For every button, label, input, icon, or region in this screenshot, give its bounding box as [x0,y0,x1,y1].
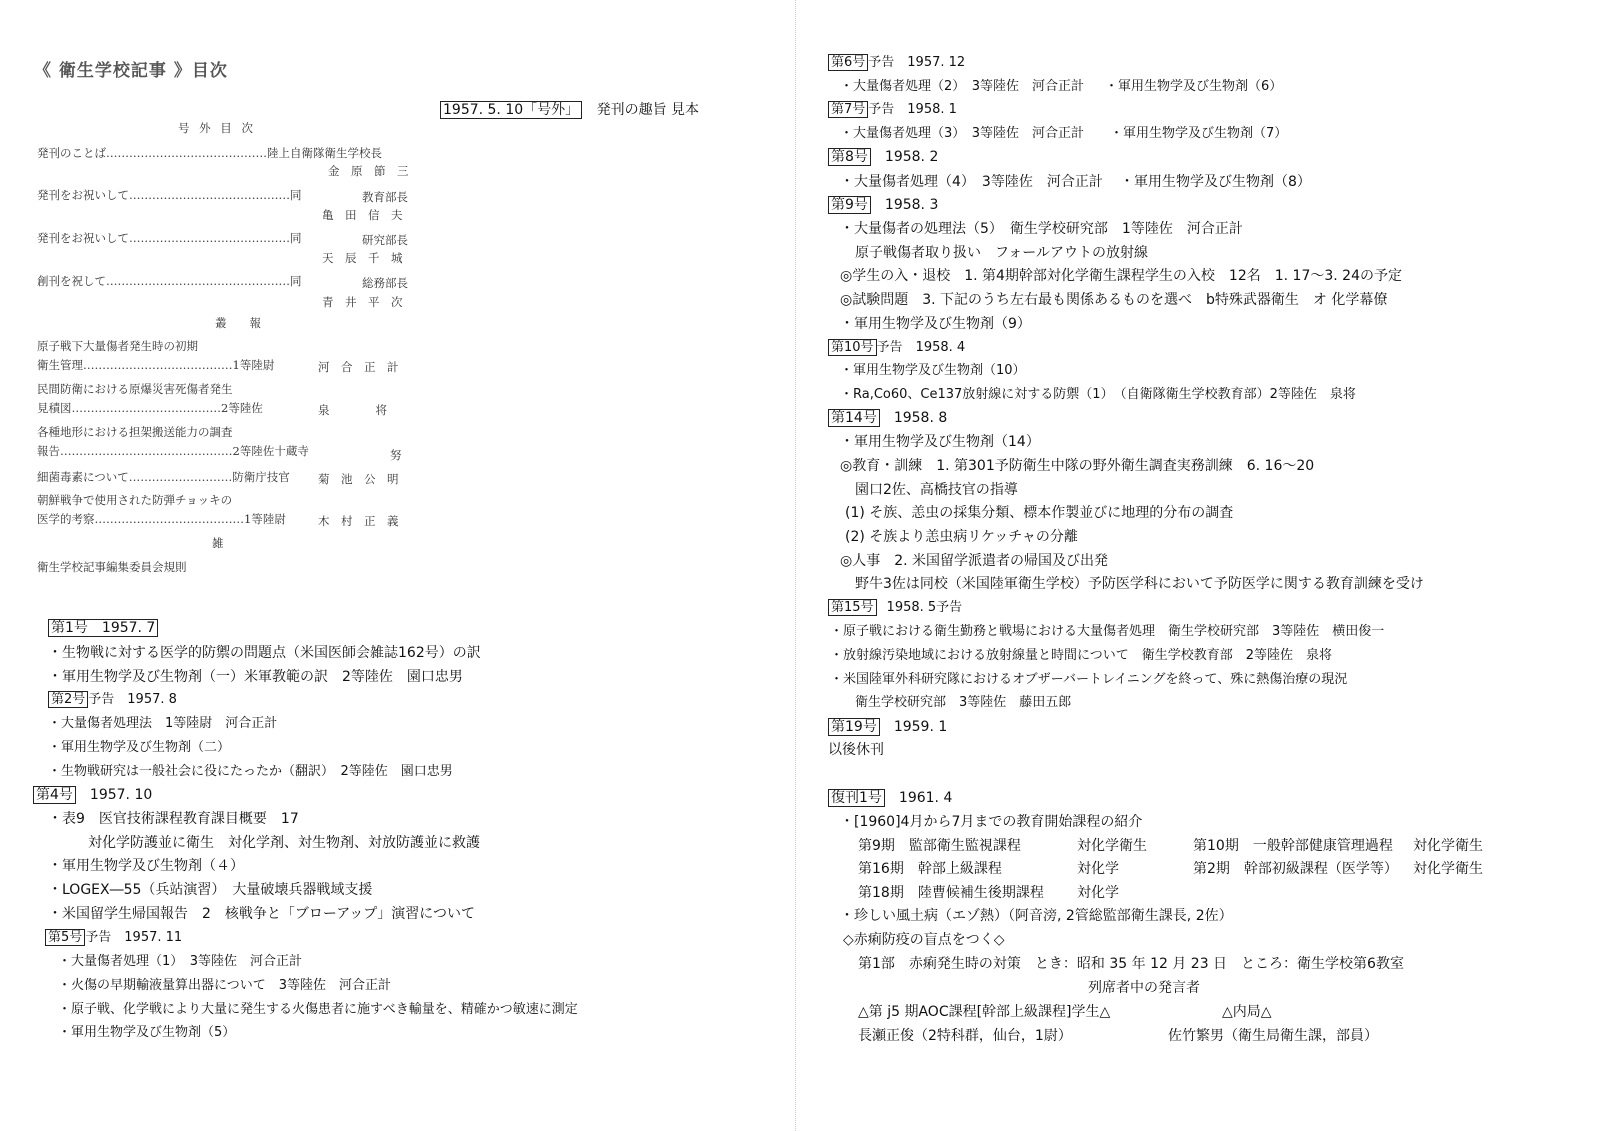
gogai-row-1-name: 金 原 節 三 [328,164,409,178]
issue-8-item-2: ・軍用生物学及び生物剤（8） [1120,174,1311,190]
fukkan-heading [828,791,952,805]
gogai-row-2-name: 亀 田 信 夫 [322,208,403,222]
issue-4-item-5: ・米国留学生帰国報告 2 核戦争と「ブローアップ」演習について [48,906,475,922]
issue-14-heading [828,411,947,425]
issue-5-item-2: ・火傷の早期輸液量算出器について 3等陸佐 河合正計 [58,978,392,993]
fukkan-item-7b: 佐竹繁男（衛生局衛生課，部員） [1168,1028,1378,1044]
gogai-row-4-role: 総務部長 [362,276,408,290]
issue-5-heading [45,931,182,944]
gogai-row-1: 発刊のことば……………………………………陸上自衛隊衛生学校長 [37,146,382,160]
issue-10-heading [828,341,965,354]
issue-4-heading [33,788,152,802]
issue-10-rest: 予告 1958. 4 [876,340,966,355]
hobun-5-l2: 医学的考察…………………………………1等陸尉 [37,512,286,526]
course-r2-c2: 対化学 [1077,861,1119,877]
fukkan-item-7a: 長瀬正俊（2特科群，仙台，1尉） [858,1028,1072,1044]
hobun-1-name: 河 合 正 計 [318,360,399,374]
issue-14-item-2: ◎教育・訓練 1. 第301予防衛生中隊の野外衛生調査実務訓練 6. 16～20 [840,458,1315,474]
issue-1-item-1: ・生物戦に対する医学的防禦の問題点（米国医師会雑誌162号）の訳 [48,645,481,661]
issue-5-item-4: ・軍用生物学及び生物剤（5） [58,1025,236,1040]
issue-7-item-1: ・大量傷者処理（3） 3等陸佐 河合正計 [840,126,1085,141]
issue-19-box: 第19号 [828,718,880,736]
issue-5-box: 第5号 [45,929,85,946]
issue-9-item-4: ◎試験問題 3. 下記のうち左右最も関係あるものを選べ b特殊武器衛生 オ 化学幕僚 [840,292,1388,308]
hobun-5-name: 木 村 正 義 [318,514,399,528]
issue-15-item-3: ・米国陸軍外科研究隊におけるオブザーバートレイニングを終って、殊に熱傷治療の現況 [830,672,1348,687]
issue-14-box: 第14号 [828,409,880,427]
issue-4-item-3: ・軍用生物学及び生物剤（４） [48,858,244,874]
issue-4-rest: 1957. 10 [89,787,153,803]
hobun-3-l1: 各種地形における担架搬送能力の調査 [37,425,233,439]
issue-14-item-6: ◎人事 2. 米国留学派遣者の帰国及び出発 [840,553,1109,569]
gogai-toc-heading: 号 外 目 次 [178,121,256,135]
issue-10-item-1: ・軍用生物学及び生物剤（10） [840,363,1026,378]
issue-15-item-1: ・原子戦における衛生勤務と戦場における大量傷者処理 衛生学校研究部 3等陸佐 横田俊一 [830,624,1385,639]
issue-6-box: 第6号 [828,54,868,71]
fukkan-item-6a: △第 j5 期AOC課程[幹部上級課程]学生△ [858,1004,1111,1020]
gogai-row-2-role: 教育部長 [362,190,408,204]
issue-2-item-3: ・生物戦研究は一般社会に役にたったか（翻訳） 2等陸佐 園口忠男 [48,764,453,779]
issue-9-item-2: 原子戦傷者取り扱い フォールアウトの放射線 [855,245,1149,261]
issue-14-item-7: 野牛3佐は同校（米国陸軍衛生学校）予防医学科において予防医学に関する教育訓練を受け [855,576,1424,592]
fukkan-item-3: ◇赤痢防疫の盲点をつく◇ [843,932,1005,948]
issue-1-box: 第1号 1957. 7 [48,619,158,637]
issue-6-rest: 予告 1957. 12 [868,55,966,70]
issue-15-item-2: ・放射線汚染地域における放射線量と時間について 衛生学校教育部 2等陸佐 泉将 [830,648,1333,663]
issue-1-item-2: ・軍用生物学及び生物剤（一）米軍教範の訳 2等陸佐 園口忠男 [48,669,463,685]
hobun-3-name: 努 [390,448,402,462]
issue-10-box: 第10号 [828,339,877,356]
gogai-row-3-role: 研究部長 [362,233,408,247]
issue-2-rest: 予告 1957. 8 [88,692,177,707]
zatsu-item: 衛生学校記事編集委員会規則 [37,560,187,574]
course-r1-c1: 第9期 監部衛生監視課程 [858,838,1021,854]
issue-6-item-1: ・大量傷者処理（2） 3等陸佐 河合正計 [840,79,1085,94]
section-hobun: 叢 報 [215,316,261,330]
course-r1-c2: 対化学衛生 [1077,838,1147,854]
issue-7-item-2: ・軍用生物学及び生物剤（7） [1110,126,1288,141]
issue-15-heading [828,601,962,614]
course-r1-c3: 第10期 一般幹部健康管理過程 [1193,838,1393,854]
gogai-date [440,103,699,117]
issue-15-rest: 1958. 5予告 [886,600,963,615]
issue-15-item-4: 衛生学校研究部 3等陸佐 藤田五郎 [855,695,1072,710]
issue-5-item-1: ・大量傷者処理（1） 3等陸佐 河合正計 [58,954,303,969]
hobun-2-l1: 民間防衛における原爆災害死傷者発生 [37,382,233,396]
hobun-3-l2: 報告………………………………………2等陸佐十蔵寺 [37,444,309,458]
issue-9-item-1: ・大量傷者の処理法（5） 衛生学校研究部 1等陸佐 河合正計 [840,221,1243,237]
fukkan-rest: 1961. 4 [898,790,953,806]
gogai-row-3: 発刊をお祝いして……………………………………同 [37,231,302,245]
issue-9-box: 第9号 [828,196,871,214]
issue-8-box: 第8号 [828,148,871,166]
issue-6-item-2: ・軍用生物学及び生物剤（6） [1105,79,1283,94]
issue-14-item-1: ・軍用生物学及び生物剤（14） [840,434,1040,450]
issue-10-item-2: ・Ra,Co60、Ce137放射線に対する防禦（1） （自衛隊衛生学校教育部）2等陸佐 泉将 [840,387,1356,402]
issue-7-box: 第7号 [828,101,868,118]
issue-4-item-4: ・LOGEX―55（兵站演習） 大量破壊兵器戦域支援 [48,882,373,898]
hobun-4-name: 菊 池 公 明 [318,472,399,486]
issue-4-item-2: 対化学防護並に衛生 対化学剤、対生物剤、対放防護並に救護 [88,835,480,851]
issue-9-item-3: ◎学生の入・退校 1. 第4期幹部対化学衛生課程学生の入校 12名 1. 17～3. 24の予定 [840,268,1402,284]
course-r3-c1: 第18期 陸曹候補生後期課程 [858,885,1044,901]
issue-9-heading [828,198,938,212]
gogai-row-4: 創刊を祝して…………………………………………同 [37,274,302,288]
fukkan-item-4: 第1部 赤痢発生時の対策 とき：昭和 35 年 12 月 23 日 ところ：衛生学校第6教室 [858,956,1404,972]
issue-14-item-5: (2) そ族より恙虫病リケッチャの分離 [845,529,1078,545]
issue-15-box: 第15号 [828,599,877,616]
course-r2-c4: 対化学衛生 [1413,861,1483,877]
issue-2-heading [48,693,177,706]
issue-14-item-3: 園口2佐、高橋技官の指導 [855,482,1018,498]
course-r2-c3: 第2期 幹部初級課程（医学等） [1193,861,1398,877]
gogai-row-4-name: 青 井 平 次 [322,295,403,309]
gogai-row-3-name: 天 辰 千 城 [322,251,403,265]
course-r3-c2: 対化学 [1077,885,1119,901]
issue-19-rest: 1959. 1 [893,719,948,735]
issue-7-heading [828,103,957,116]
fukkan-item-2: ・珍しい風土病（エゾ熱）（阿音滂, 2管総監部衛生課長, 2佐） [840,908,1233,924]
hobun-2-name: 泉 将 [318,403,387,417]
page-title: 《 衛生学校記事 》目次 [34,61,228,81]
issue-14-rest: 1958. 8 [893,410,948,426]
issue-1-heading [48,621,158,635]
issue-2-item-1: ・大量傷者処理法 1等陸尉 河合正計 [48,716,278,731]
page-divider [795,0,796,1131]
issue-8-item-1: ・大量傷者処理（4） 3等陸佐 河合正計 [840,174,1103,190]
issue-4-item-1: ・表9 医官技術課程教育課目概要 17 [48,811,299,827]
course-r1-c4: 対化学衛生 [1413,838,1483,854]
fukkan-item-5: 列席者中の発言者 [1088,980,1200,996]
hobun-5-l1: 朝鮮戦争で使用された防弾チョッキの [37,493,233,507]
hobun-1-l2: 衛生管理…………………………………1等陸尉 [37,358,275,372]
gogai-date-box: 1957. 5. 10「号外」 [440,101,582,119]
issue-6-heading [828,56,965,69]
issue-19-heading [828,720,947,734]
hobun-4-l2: 細菌毒素について………………………防衛庁技官 [37,470,290,484]
suspension-note: 以後休刊 [828,742,884,758]
issue-2-item-2: ・軍用生物学及び生物剤（二） [48,740,231,755]
issue-8-heading [828,150,938,164]
course-r2-c1: 第16期 幹部上級課程 [858,861,1002,877]
issue-4-box: 第4号 [33,786,76,804]
fukkan-intro: ・[1960]4月から7月までの教育開始課程の紹介 [840,814,1143,830]
issue-14-item-4: (1) そ族、恙虫の採集分類、標本作製並びに地理的分布の調査 [845,505,1234,521]
fukkan-item-6b: △内局△ [1222,1004,1272,1020]
section-zatsu: 雑 [212,536,224,550]
gogai-desc: 発刊の趣旨 見本 [596,102,700,118]
issue-5-item-3: ・原子戦、化学戦により大量に発生する火傷患者に施すべき輸量を、精確かつ敏速に測定 [58,1002,578,1017]
issue-7-rest: 予告 1958. 1 [868,102,957,117]
fukkan-box: 復刊1号 [828,789,885,807]
issue-5-rest: 予告 1957. 11 [85,930,183,945]
hobun-1-l1: 原子戦下大量傷者発生時の初期 [37,339,198,353]
issue-9-rest: 1958. 3 [884,197,939,213]
issue-9-item-5: ・軍用生物学及び生物剤（9） [840,316,1031,332]
issue-8-rest: 1958. 2 [884,149,939,165]
issue-2-box: 第2号 [48,691,88,708]
gogai-row-2: 発刊をお祝いして……………………………………同 [37,188,302,202]
hobun-2-l2: 見積図…………………………………2等陸佐 [37,401,263,415]
